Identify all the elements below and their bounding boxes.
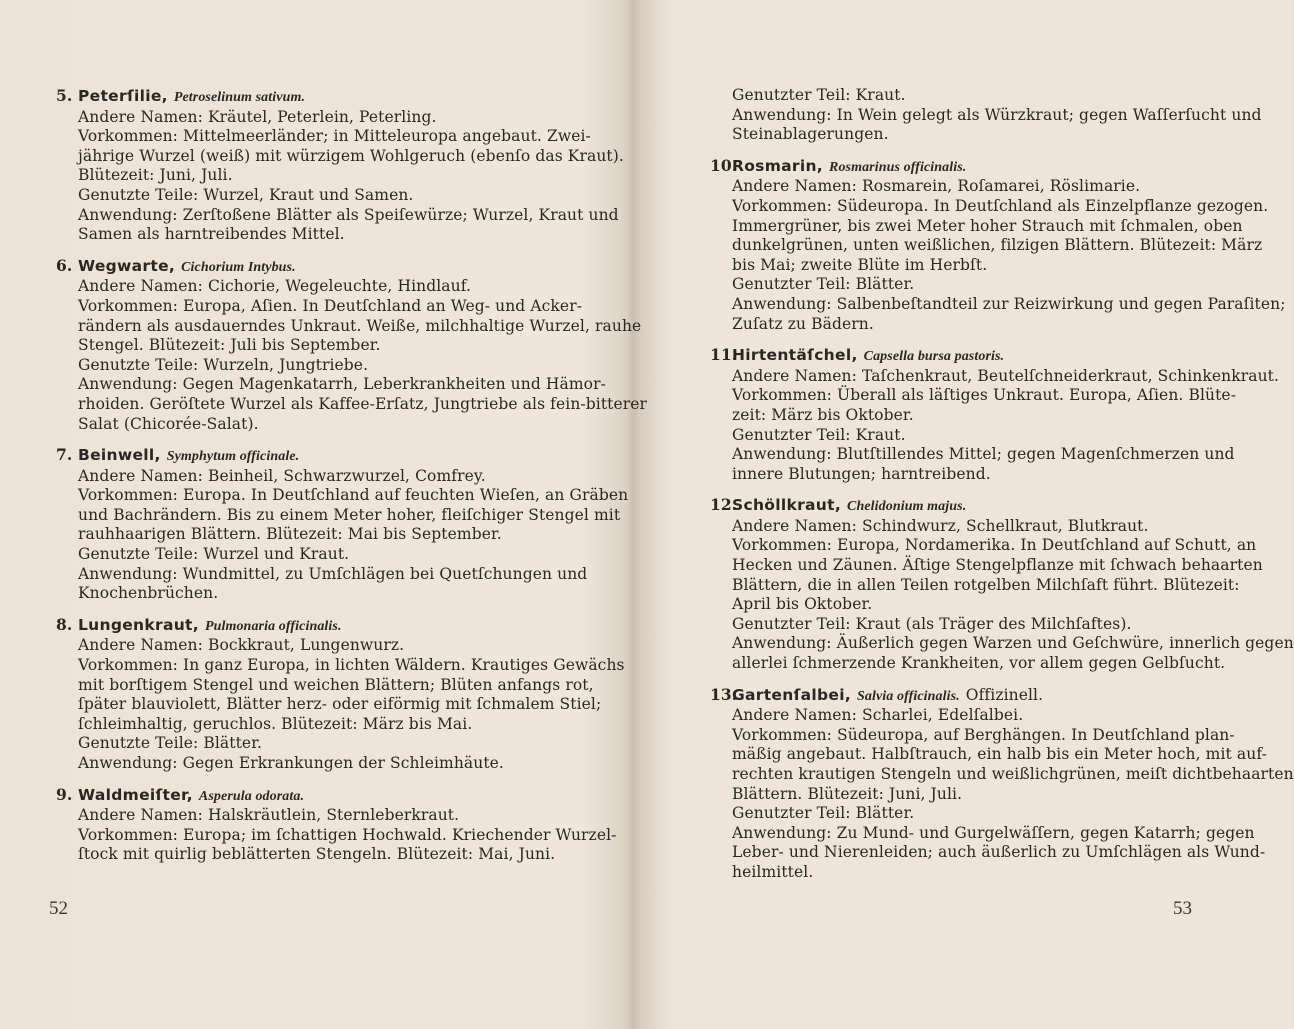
entry-line: Leber- und Nierenleiden; auch äußerlich zu Umſchlägen als Wund-	[732, 843, 1266, 862]
entry-line: Samen als harntreibendes Mittel.	[78, 225, 345, 244]
latin-name: Rosmarinus officinalis.	[829, 159, 967, 175]
entry-line: Blättern. Blütezeit: Juni, Juli.	[732, 784, 963, 803]
entry-line: zeit: März bis Oktober.	[732, 405, 914, 424]
entry-heading	[56, 256, 561, 278]
entry-line: April bis Oktober.	[732, 595, 873, 614]
entry-line: heilmittel.	[732, 862, 814, 881]
entry-number: 11.	[710, 345, 738, 365]
entry-line: rauhhaarigen Blättern. Blütezeit: Mai bis September.	[78, 525, 502, 544]
plant-name: Waldmeiſter,	[78, 785, 193, 804]
entry-line: Hecken und Zäunen. Äſtige Stengelpflanze mit ſchwach behaarten	[732, 556, 1263, 575]
entry-line: und Bachrändern. Bis zu einem Meter hoher, fleiſchiger Stengel mit	[78, 505, 621, 524]
entry-heading	[710, 495, 1210, 517]
entry-line: Blütezeit: Juni, Juli.	[78, 166, 233, 185]
entry-line: Andere Namen: Taſchenkraut, Beutelſchneiderkraut, Schinkenkraut.	[732, 366, 1280, 385]
entry-line: Vorkommen: In ganz Europa, in lichten Wäldern. Krautiges Gewächs	[78, 656, 625, 675]
entry-line: Anwendung: Zu Mund- und Gurgelwäſſern, gegen Katarrh; gegen	[732, 823, 1255, 842]
plant-name: Peterſilie,	[78, 87, 168, 105]
entry-line: Vorkommen: Südeuropa, auf Berghängen. In Deutſchland plan-	[732, 725, 1235, 744]
latin-name: Salvia officinalis.	[857, 688, 960, 704]
entry-number: 6.	[56, 255, 73, 275]
entry-line: Anwendung: Äußerlich gegen Warzen und Geſchwüre, innerlich gegen	[732, 634, 1294, 653]
entry-line: Andere Namen: Schindwurz, Schellkraut, Blutkraut.	[732, 516, 1149, 535]
entry-line: ſtock mit quirlig beblätterten Stengeln. Blütezeit: Mai, Juni.	[78, 845, 556, 864]
entry-line: Blättern, die in allen Teilen rotgelben Milchſaft führt. Blütezeit:	[732, 575, 1240, 594]
entry-line: Salat (Chicorée-Salat).	[78, 414, 259, 433]
entry-line: Vorkommen: Europa. In Deutſchland auf feuchten Wieſen, an Gräben	[78, 486, 629, 505]
entry-line: Zuſatz zu Bädern.	[732, 314, 874, 333]
continuation-line: Genutzter Teil: Kraut.	[732, 86, 906, 104]
plant-name: Beinwell,	[78, 446, 161, 465]
continuation-line: Anwendung: In Wein gelegt als Würzkraut; gegen Waſſerſucht und	[732, 105, 1262, 124]
entry-line: Anwendung: Wundmittel, zu Umſchlägen bei Quetſchungen und	[78, 564, 588, 583]
entry-line: Andere Namen: Cichorie, Wegeleuchte, Hindlauf.	[78, 277, 472, 296]
entry-number: 7.	[56, 445, 73, 465]
right-page	[646, 0, 1292, 1029]
entry-line: rechten krautigen Stengeln und weißlichgrünen, meiſt dichtbehaarten	[732, 765, 1294, 783]
plant-name: Gartenſalbei,	[732, 685, 852, 704]
entry-line: Anwendung: Gegen Magenkatarrh, Leberkrankheiten und Hämor-	[78, 375, 606, 394]
page-number: 53	[1173, 898, 1192, 919]
entry-line: Andere Namen: Kräutel, Peterlein, Peterling.	[78, 107, 437, 126]
right-page-entries	[710, 86, 1294, 883]
page-number: 52	[49, 898, 68, 919]
entry-line: Vorkommen: Europa, Aſien. In Deutſchland an Weg- und Acker-	[78, 296, 583, 315]
entry-line: Genutzter Teil: Blätter.	[732, 804, 915, 823]
entry-note: Offizinell.	[965, 685, 1044, 704]
left-page-entries	[56, 86, 648, 865]
entry-line: Anwendung: Gegen Erkrankungen der Schleimhäute.	[78, 754, 504, 772]
entry-line: Genutzte Teile: Wurzeln, Jungtriebe.	[78, 355, 369, 374]
entry-heading	[710, 685, 1210, 707]
entry-heading	[710, 156, 1210, 178]
plant-name: Hirtentäſchel,	[732, 346, 858, 365]
entry-number: 10.	[710, 155, 738, 175]
entry-number: 13.	[710, 684, 738, 704]
entry-line: jährige Wurzel (weiß) mit würzigem Wohlgeruch (ebenſo das Kraut).	[78, 146, 624, 165]
entry-line: Vorkommen: Europa; im ſchattigen Hochwald. Kriechender Wurzel-	[78, 825, 617, 844]
entry-heading	[56, 785, 561, 807]
entry-line: Immergrüner, bis zwei Meter hoher Strauch mit ſchmalen, oben	[732, 216, 1243, 235]
entry-line: Vorkommen: Überall als läſtiges Unkraut. Europa, Aſien. Blüte-	[732, 386, 1237, 405]
entry-number: 8.	[56, 614, 73, 634]
entry-line: Genutzter Teil: Blätter.	[732, 275, 915, 294]
entry-line: rändern als ausdauerndes Unkraut. Weiße, milchhaltige Wurzel, rauhe	[78, 316, 642, 335]
entry-heading	[710, 345, 1210, 367]
entry-line: Andere Namen: Beinheil, Schwarzwurzel, Comfrey.	[78, 466, 486, 485]
entry-line: Genutzte Teile: Wurzel, Kraut und Samen.	[78, 185, 414, 204]
entry-line: Genutzter Teil: Kraut.	[732, 425, 906, 444]
entry-line: bis Mai; zweite Blüte im Herbſt.	[732, 255, 988, 274]
entry-line: mit borſtigem Stengel und weichen Blättern; Blüten anfangs rot,	[78, 675, 594, 694]
entry-line: Andere Namen: Rosmarein, Roſamarei, Röslimarie.	[732, 177, 1141, 196]
continuation-line: Steinablagerungen.	[732, 125, 889, 144]
entry-heading	[56, 86, 561, 108]
plant-name: Wegwarte,	[78, 256, 176, 275]
entry-line: Andere Namen: Scharlei, Edelſalbei.	[732, 706, 1024, 725]
entry-line: Vorkommen: Europa, Nordamerika. In Deutſchland auf Schutt, an	[732, 536, 1257, 555]
entry-number: 9.	[56, 784, 73, 804]
entry-line: Stengel. Blütezeit: Juli bis September.	[78, 336, 381, 355]
plant-name: Rosmarin,	[732, 156, 823, 175]
entry-line: Genutzte Teile: Blätter.	[78, 734, 263, 753]
entry-line: Vorkommen: Südeuropa. In Deutſchland als Einzelpflanze gezogen.	[732, 196, 1269, 215]
entry-heading	[56, 445, 561, 467]
latin-name: Chelidonium majus.	[847, 499, 967, 515]
entry-line: Andere Namen: Bockkraut, Lungenwurz.	[78, 636, 405, 655]
entry-line: Genutzter Teil: Kraut (als Träger des Milchſaftes).	[732, 614, 1132, 633]
plant-name: Lungenkraut,	[78, 615, 199, 634]
entry-line: Genutzte Teile: Wurzel und Kraut.	[78, 545, 350, 564]
entry-line: Vorkommen: Mittelmeerländer; in Mitteleuropa angebaut. Zwei-	[78, 127, 591, 146]
latin-name: Pulmonaria officinalis.	[204, 618, 342, 634]
entry-line: Anwendung: Salbenbeſtandteil zur Reizwirkung und gegen Paraſiten;	[732, 294, 1286, 313]
entry-line: innere Blutungen; harntreibend.	[732, 464, 991, 483]
entry-line: Knochenbrüchen.	[78, 584, 219, 603]
latin-name: Symphytum officinale.	[166, 449, 300, 465]
entry-line: mäßig angebaut. Halbſtrauch, ein halb bis ein Meter hoch, mit auf-	[732, 745, 1267, 764]
latin-name: Asperula odorata.	[198, 788, 305, 804]
latin-name: Capsella bursa pastoris.	[863, 349, 1005, 365]
entry-heading	[56, 615, 561, 637]
entry-line: Anwendung: Blutſtillendes Mittel; gegen Magenſchmerzen und	[732, 445, 1235, 464]
latin-name: Petroselinum sativum.	[173, 90, 306, 105]
entry-line: dunkelgrünen, unten weißlichen, filzigen Blättern. Blütezeit: März	[732, 236, 1263, 255]
plant-name: Schöllkraut,	[732, 496, 842, 515]
entry-line: rhoiden. Geröſtete Wurzel als Kaffee-Erſatz, Jungtriebe als fein-bitterer	[78, 394, 648, 413]
entry-line: Andere Namen: Halskräutlein, Sternleberkraut.	[78, 806, 460, 825]
entry-line: Anwendung: Zerſtoßene Blätter als Speiſewürze; Wurzel, Kraut und	[78, 205, 619, 224]
latin-name: Cichorium Intybus.	[181, 259, 296, 275]
entry-line: ſpäter blauviolett, Blätter herz- oder eiförmig mit ſchmalem Stiel;	[78, 695, 602, 714]
entry-line: ſchleimhaltig, geruchlos. Blütezeit: März bis Mai.	[78, 714, 473, 733]
entry-number: 5.	[56, 86, 73, 105]
entry-number: 12.	[710, 495, 738, 515]
entry-line: allerlei ſchmerzende Krankheiten, vor allem gegen Gelbſucht.	[732, 654, 1226, 673]
